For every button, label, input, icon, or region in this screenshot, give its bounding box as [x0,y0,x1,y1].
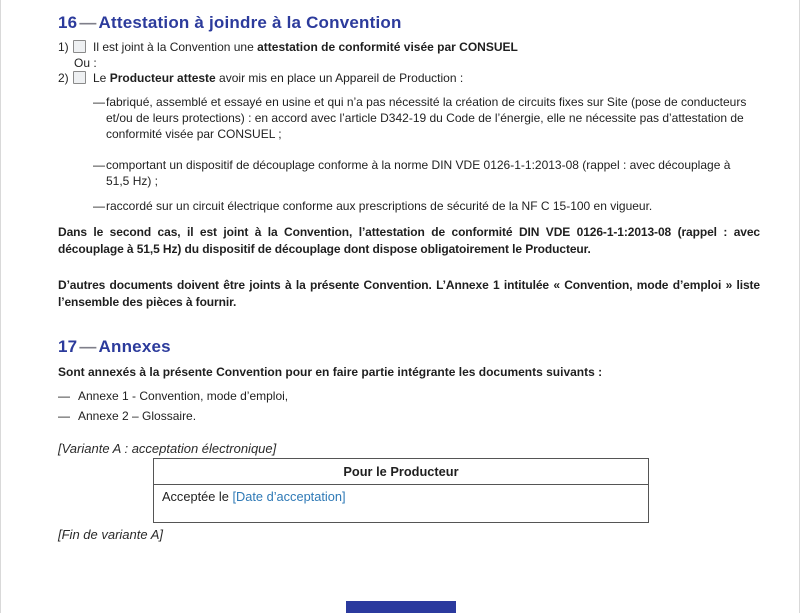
annex-item-1 [58,388,558,404]
annex-text: Annexe 2 – Glossaire. [78,409,197,423]
acceptance-label: Acceptée le [162,489,233,504]
bullet-raccorde [93,198,758,214]
item-1-marker: 1) [58,40,69,54]
item-2-marker: 2) [58,71,69,85]
bullet-text: fabriqué, assemblé et essayé en usine et qui n’a pas nécessité la création de circuits fixes sur Site (pose de conducteurs et/ou de leurs protections) : en accord avec l’article D342-19 du Code de l’énergie, elle ne nécessite pas d’attestation de conformité visée par CONSUEL ; [106,95,747,141]
annex-dash: — [58,409,70,423]
bullet-text: raccordé sur un circuit électrique conforme aux prescriptions de sécurité de la NF C 15-100 en vigueur. [106,199,653,213]
item-1-text-plain: Il est joint à la Convention une [93,40,258,54]
acceptance-date-field[interactable]: [Date d’acceptation] [232,489,346,504]
section-17-heading [58,337,458,356]
acceptance-cell [154,485,649,523]
list-item-1 [58,39,758,55]
item-2-text-bold: Producteur atteste [109,71,216,85]
item-2-text [93,70,758,86]
bullet-dash: — [93,158,105,172]
variant-a-end-note: [Fin de variante A] [58,527,164,542]
annexes-intro: Sont annexés à la présente Convention pour en faire partie intégrante les documents suivants : [58,365,603,379]
consuel-attestation-checkbox[interactable] [73,40,86,53]
producer-acceptance-table [153,458,649,523]
item-1-text [93,39,758,55]
or-line: Ou : [74,56,97,70]
section-17-title: Annexes [98,337,171,356]
paragraph-second-case: Dans le second cas, il est joint à la Convention, l’attestation de conformité DIN VDE 0126-1-1:2013-08 (rappel : avec découplage à 51,5 Hz) du dispositif de découplage dont dispose obligatoirement le Producteur. [58,225,760,256]
paragraph-other-documents: D’autres documents doivent être joints à la présente Convention. L’Annexe 1 intitulée « Convention, mode d’emploi » liste l’ensemble des pièces à fournir. [58,278,760,309]
annex-dash: — [58,389,70,403]
bullet-dash: — [93,199,105,213]
next-page-top-band [346,601,456,613]
annex-text: Annexe 1 - Convention, mode d’emploi, [78,389,289,403]
bullet-dash: — [93,95,105,109]
item-2-text-plain: Le [93,71,110,85]
producer-attests-checkbox[interactable] [73,71,86,84]
bullet-fabrique [93,94,758,142]
variant-a-start-note: [Variante A : acceptation électronique] [58,441,277,456]
item-2-text-after: avoir mis en place un Appareil de Production : [215,71,464,85]
section-17-number: 17 [58,337,78,356]
bullet-text: comportant un dispositif de découplage conforme à la norme DIN VDE 0126-1-1:2013-08 (rappel : avec découplage à 51,5 Hz) ; [106,158,731,188]
section-16-heading [58,13,758,32]
annex-item-2 [58,408,558,424]
bullet-decouplage [93,157,758,189]
section-16-title: Attestation à joindre à la Convention [98,13,402,32]
list-item-2 [58,70,758,86]
heading-dash: — [79,13,97,32]
table-header-producer: Pour le Producteur [154,459,649,485]
item-1-text-bold: attestation de conformité visée par CONSUEL [257,40,518,54]
section-16-number: 16 [58,13,78,32]
heading-dash: — [79,337,97,356]
